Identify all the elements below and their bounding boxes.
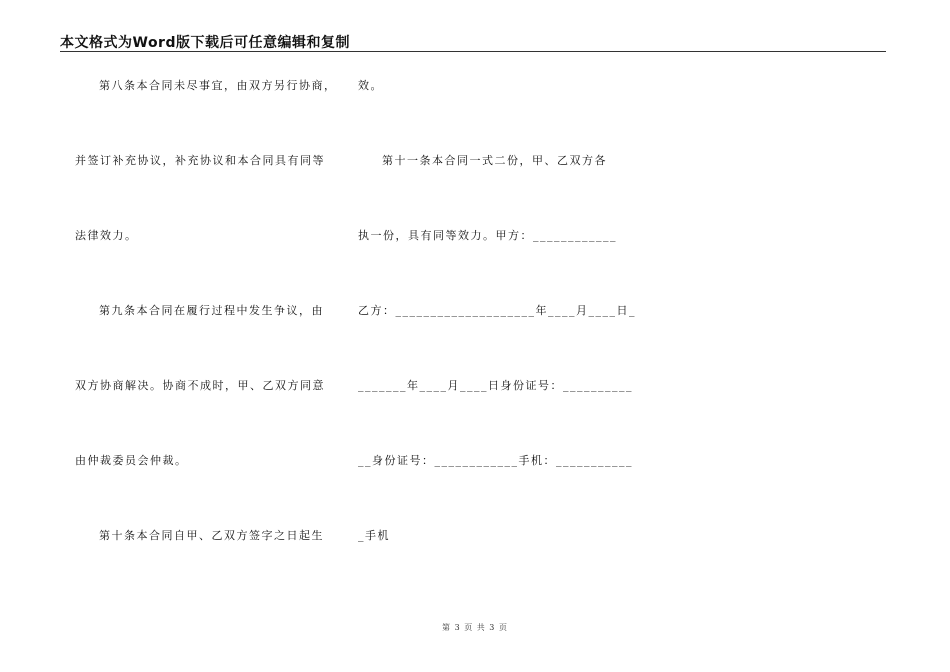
left-line-1: 第八条本合同未尽事宜，由双方另行协商， xyxy=(99,79,337,92)
right-line-6: __身份证号：____________手机：___________ xyxy=(358,454,633,467)
page-number-footer: 第 3 页 共 3 页 xyxy=(442,623,508,632)
right-line-1: 效。 xyxy=(358,79,383,92)
left-line-7: 第十条本合同自甲、乙双方签字之日起生 xyxy=(99,529,324,542)
left-line-6: 由仲裁委员会仲裁。 xyxy=(75,454,188,467)
header-divider xyxy=(60,51,886,52)
right-line-7: _手机 xyxy=(358,529,390,542)
left-line-3: 法律效力。 xyxy=(75,229,138,242)
right-line-4: 乙方：____________________年____月____日_ xyxy=(358,304,636,317)
left-line-4: 第九条本合同在履行过程中发生争议，由 xyxy=(99,304,324,317)
right-line-2: 第十一条本合同一式二份，甲、乙双方各 xyxy=(382,154,607,167)
left-line-2: 并签订补充协议，补充协议和本合同具有同等 xyxy=(75,154,325,167)
document-header-title: 本文格式为Word版下载后可任意编辑和复制 xyxy=(60,35,350,51)
left-line-5: 双方协商解决。协商不成时，甲、乙双方同意 xyxy=(75,379,325,392)
right-line-3: 执一份，具有同等效力。甲方：____________ xyxy=(358,229,617,242)
right-line-5: _______年____月____日身份证号：__________ xyxy=(358,379,633,392)
